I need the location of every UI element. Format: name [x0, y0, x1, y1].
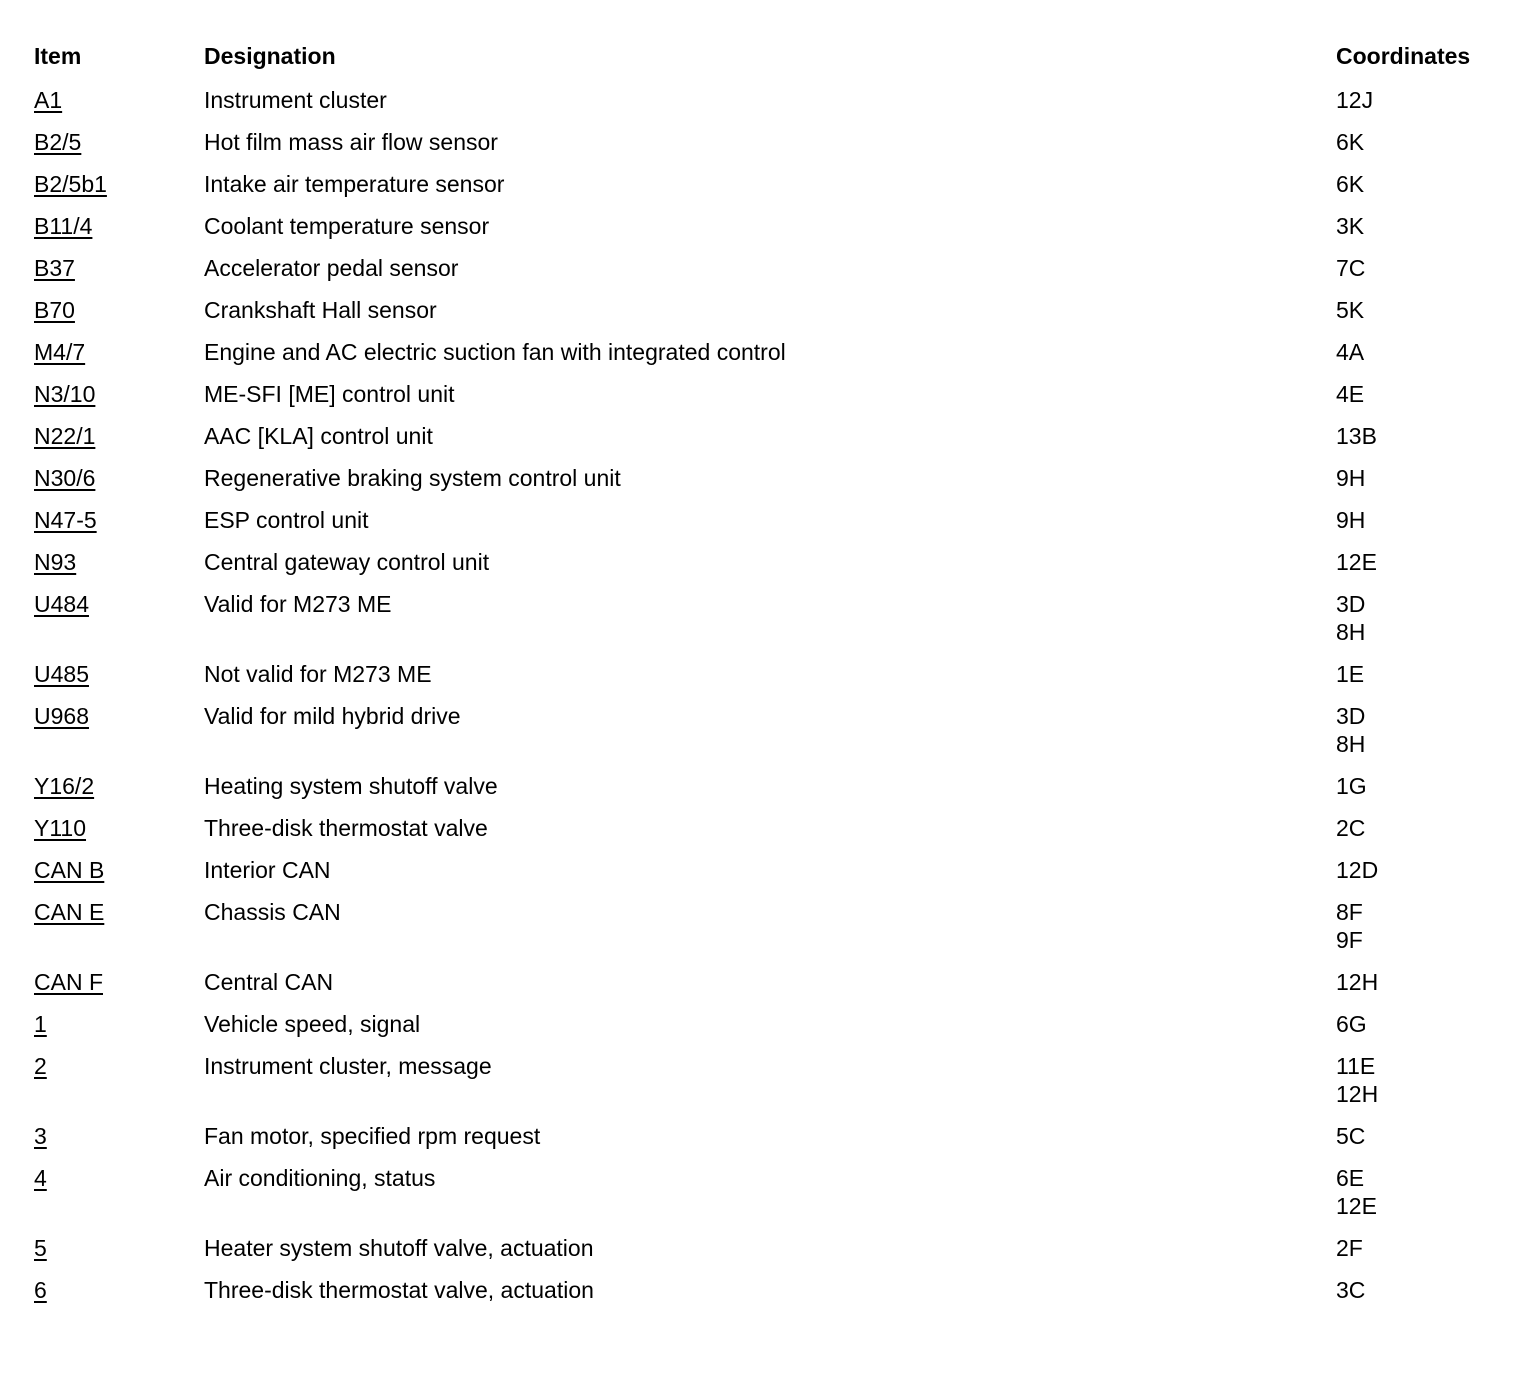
designation-cell: ME-SFI [ME] control unit	[204, 381, 455, 407]
table-row	[34, 646, 1504, 688]
table-row	[34, 324, 1504, 366]
item-link[interactable]: Y16/2	[34, 773, 95, 799]
coordinate-value: 3D	[1336, 703, 1366, 729]
coordinates-cell	[1336, 212, 1504, 240]
item-cell	[34, 254, 204, 282]
item-cell	[34, 380, 204, 408]
coordinate-value: 8F	[1336, 899, 1363, 925]
item-link[interactable]: 5	[34, 1235, 47, 1261]
coordinate-value: 9F	[1336, 927, 1363, 953]
designation-cell: Valid for mild hybrid drive	[204, 703, 461, 729]
header-coordinates: Coordinates	[1336, 43, 1471, 69]
designation-cell: Air conditioning, status	[204, 1165, 436, 1191]
item-cell	[34, 772, 204, 800]
designation-cell: Instrument cluster, message	[204, 1053, 492, 1079]
coordinates-cell	[1336, 1276, 1504, 1304]
coordinate-value: 11E	[1336, 1053, 1376, 1079]
item-link[interactable]: A1	[34, 87, 63, 113]
designation-cell: AAC [KLA] control unit	[204, 423, 433, 449]
header-designation: Designation	[204, 43, 336, 69]
item-link[interactable]: U968	[34, 703, 89, 729]
designation-cell: Engine and AC electric suction fan with integrated control	[204, 339, 786, 365]
table-row	[34, 1262, 1504, 1304]
item-link[interactable]: U485	[34, 661, 89, 687]
coordinate-value: 13B	[1336, 423, 1377, 449]
coordinate-value: 12E	[1336, 1193, 1377, 1219]
item-cell	[34, 506, 204, 534]
coordinates-cell	[1336, 338, 1504, 366]
table-row	[34, 884, 1504, 954]
coordinate-value: 6K	[1336, 129, 1365, 155]
item-cell	[34, 660, 204, 688]
coordinate-value: 8H	[1336, 619, 1366, 645]
designation-cell: Hot film mass air flow sensor	[204, 129, 498, 155]
coordinate-value: 8H	[1336, 731, 1366, 757]
coordinate-value: 9H	[1336, 465, 1366, 491]
item-cell	[34, 548, 204, 576]
designation-cell: Heating system shutoff valve	[204, 773, 498, 799]
table-row	[34, 72, 1504, 114]
table-row	[34, 758, 1504, 800]
coordinate-value: 4E	[1336, 381, 1365, 407]
coordinates-cell	[1336, 464, 1504, 492]
table-row	[34, 450, 1504, 492]
item-link[interactable]: B11/4	[34, 213, 93, 239]
item-cell	[34, 968, 204, 996]
coordinate-value: 5C	[1336, 1123, 1366, 1149]
coordinate-value: 6K	[1336, 171, 1365, 197]
coordinate-value: 12D	[1336, 857, 1379, 883]
coordinate-value: 6G	[1336, 1011, 1367, 1037]
item-cell	[34, 86, 204, 114]
coordinate-value: 1E	[1336, 661, 1365, 687]
designation-cell: Three-disk thermostat valve, actuation	[204, 1277, 594, 1303]
coordinate-value: 12J	[1336, 87, 1374, 113]
designation-cell: Instrument cluster	[204, 87, 387, 113]
item-link[interactable]: CAN E	[34, 899, 105, 925]
item-link[interactable]: N47-5	[34, 507, 97, 533]
item-link[interactable]: 1	[34, 1011, 47, 1037]
designation-cell: Not valid for M273 ME	[204, 661, 432, 687]
item-link[interactable]: N93	[34, 549, 77, 575]
item-cell	[34, 590, 204, 646]
table-row	[34, 1038, 1504, 1108]
coordinates-cell	[1336, 548, 1504, 576]
coordinate-value: 2F	[1336, 1235, 1363, 1261]
coordinate-value: 12H	[1336, 1081, 1379, 1107]
coordinates-cell	[1336, 1010, 1504, 1038]
coordinates-cell	[1336, 1052, 1504, 1108]
designation-cell: Three-disk thermostat valve	[204, 815, 488, 841]
designation-cell: Interior CAN	[204, 857, 331, 883]
item-cell	[34, 1276, 204, 1304]
table-row	[34, 282, 1504, 324]
designation-cell: Fan motor, specified rpm request	[204, 1123, 541, 1149]
coordinate-value: 1G	[1336, 773, 1367, 799]
coordinate-value: 3D	[1336, 591, 1366, 617]
coordinates-cell	[1336, 254, 1504, 282]
coordinate-value: 4A	[1336, 339, 1365, 365]
designation-cell: Vehicle speed, signal	[204, 1011, 421, 1037]
coordinates-cell	[1336, 898, 1504, 954]
coordinates-cell	[1336, 128, 1504, 156]
designation-cell: Heater system shutoff valve, actuation	[204, 1235, 594, 1261]
coordinate-value: 5K	[1336, 297, 1365, 323]
item-link[interactable]: 6	[34, 1277, 47, 1303]
table-row	[34, 688, 1504, 758]
designation-cell: Accelerator pedal sensor	[204, 255, 459, 281]
table-body	[34, 72, 1504, 1304]
coordinates-cell	[1336, 1164, 1504, 1220]
item-cell	[34, 856, 204, 884]
item-link[interactable]: N22/1	[34, 423, 96, 449]
item-link[interactable]: Y110	[34, 815, 87, 841]
item-link[interactable]: 3	[34, 1123, 47, 1149]
item-cell	[34, 464, 204, 492]
coordinate-value: 12E	[1336, 549, 1377, 575]
coordinate-value: 12H	[1336, 969, 1379, 995]
coordinates-cell	[1336, 296, 1504, 324]
coordinates-cell	[1336, 590, 1504, 646]
coordinates-cell	[1336, 660, 1504, 688]
table-row	[34, 534, 1504, 576]
item-link[interactable]: N3/10	[34, 381, 96, 407]
coordinate-value: 3C	[1336, 1277, 1366, 1303]
coordinates-cell	[1336, 968, 1504, 996]
item-link[interactable]: N30/6	[34, 465, 96, 491]
item-cell	[34, 1010, 204, 1038]
table-row	[34, 576, 1504, 646]
designation-cell: Coolant temperature sensor	[204, 213, 490, 239]
item-cell	[34, 422, 204, 450]
item-cell	[34, 212, 204, 240]
table-row	[34, 156, 1504, 198]
item-cell	[34, 814, 204, 842]
coordinates-cell	[1336, 1234, 1504, 1262]
item-cell	[34, 170, 204, 198]
item-cell	[34, 1234, 204, 1262]
coordinate-value: 2C	[1336, 815, 1366, 841]
designation-cell: ESP control unit	[204, 507, 369, 533]
item-cell	[34, 702, 204, 758]
coordinate-value: 9H	[1336, 507, 1366, 533]
table-header	[34, 42, 1504, 72]
table-row	[34, 114, 1504, 156]
table-row	[34, 1150, 1504, 1220]
designation-cell: Central CAN	[204, 969, 334, 995]
designation-cell: Chassis CAN	[204, 899, 341, 925]
table-row	[34, 240, 1504, 282]
item-link[interactable]: M4/7	[34, 339, 86, 365]
coordinate-value: 7C	[1336, 255, 1366, 281]
table-row	[34, 366, 1504, 408]
item-link[interactable]: B37	[34, 255, 75, 281]
coordinates-cell	[1336, 170, 1504, 198]
item-cell	[34, 296, 204, 324]
coordinates-cell	[1336, 772, 1504, 800]
designation-cell: Regenerative braking system control unit	[204, 465, 621, 491]
coordinates-cell	[1336, 506, 1504, 534]
item-link[interactable]: U484	[34, 591, 89, 617]
table-row	[34, 1108, 1504, 1150]
designation-cell: Crankshaft Hall sensor	[204, 297, 437, 323]
table-row	[34, 800, 1504, 842]
coordinates-cell	[1336, 1122, 1504, 1150]
item-link[interactable]: B2/5	[34, 129, 82, 155]
item-link[interactable]: 2	[34, 1053, 47, 1079]
table-row	[34, 408, 1504, 450]
item-cell	[34, 1164, 204, 1220]
coordinates-cell	[1336, 702, 1504, 758]
coordinates-cell	[1336, 814, 1504, 842]
table-row	[34, 492, 1504, 534]
item-link[interactable]: CAN B	[34, 857, 105, 883]
item-link[interactable]: 4	[34, 1165, 47, 1191]
coordinates-cell	[1336, 856, 1504, 884]
item-cell	[34, 898, 204, 954]
coordinate-value: 6E	[1336, 1165, 1365, 1191]
item-link[interactable]: B70	[34, 297, 75, 323]
coordinates-cell	[1336, 380, 1504, 408]
item-cell	[34, 338, 204, 366]
table-row	[34, 954, 1504, 996]
header-item: Item	[34, 43, 82, 69]
item-cell	[34, 128, 204, 156]
coordinates-cell	[1336, 422, 1504, 450]
item-link[interactable]: B2/5b1	[34, 171, 107, 197]
table-row	[34, 198, 1504, 240]
designation-cell: Central gateway control unit	[204, 549, 490, 575]
item-link[interactable]: CAN F	[34, 969, 103, 995]
legend-table	[34, 42, 1504, 1304]
item-cell	[34, 1122, 204, 1150]
table-row	[34, 996, 1504, 1038]
coordinate-value: 3K	[1336, 213, 1365, 239]
table-row	[34, 1220, 1504, 1262]
designation-cell: Valid for M273 ME	[204, 591, 392, 617]
table-row	[34, 842, 1504, 884]
item-cell	[34, 1052, 204, 1108]
coordinates-cell	[1336, 86, 1504, 114]
designation-cell: Intake air temperature sensor	[204, 171, 505, 197]
